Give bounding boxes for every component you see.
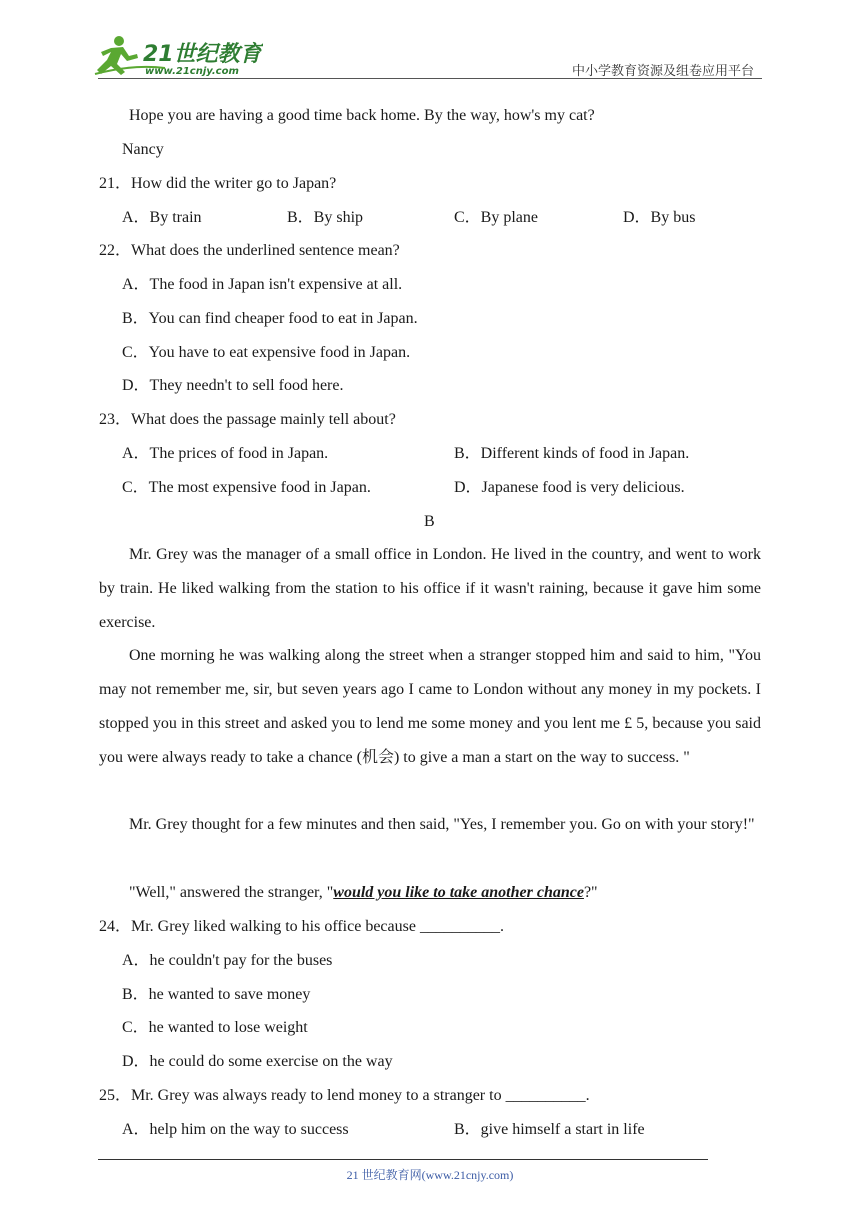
header-divider — [98, 78, 762, 79]
q22-option-a: A．The food in Japan isn't expensive at all. — [122, 276, 403, 293]
question-22: 22．What does the underlined sentence mean? — [99, 242, 400, 259]
paragraph-3-text: Mr. Grey thought for a few minutes and then said, "Yes, I remember you. Go on with your story!" — [129, 816, 755, 833]
passage-b-paragraph-1 — [99, 538, 761, 640]
passage-b-paragraph-4 — [99, 876, 761, 910]
q21-option-a: A．By train — [122, 209, 202, 226]
runner-body-icon — [97, 47, 138, 75]
q22-option-b: B．You can find cheaper food to eat in Japan. — [122, 310, 418, 327]
q22-option-d: D．They needn't to sell food here. — [122, 377, 344, 394]
section-b-heading: B — [424, 513, 435, 530]
logo-text: 21世纪教育 — [143, 42, 262, 67]
footer-divider — [98, 1159, 708, 1160]
q24-option-b: B．he wanted to save money — [122, 986, 311, 1003]
underlined-sentence: would you like to take another chance — [333, 884, 584, 901]
paragraph-2-text: One morning he was walking along the street when a stranger stopped him and said to him, "You may not remember me, sir, but seven years ago I came to London without any money in my pockets. I stopped you in this street and asked you to lend me some money and you lent me £ 5, because you said you were always ready to take a chance (机会) to give a man a start on the way to success. " — [99, 647, 761, 766]
q24-option-d: D．he could do some exercise on the way — [122, 1053, 393, 1070]
logo-subtext: www.21cnjy.com — [145, 66, 239, 77]
letter-closing-line: Hope you are having a good time back home. By the way, how's my cat? — [129, 107, 595, 124]
paragraph-4-before: "Well," answered the stranger, " — [129, 884, 334, 901]
site-name: 中小学教育资源及组卷应用平台 — [571, 64, 754, 79]
q21-option-d: D．By bus — [623, 209, 696, 226]
question-23: 23．What does the passage mainly tell about? — [99, 411, 396, 428]
question-21: 21．How did the writer go to Japan? — [99, 175, 337, 192]
passage-b-paragraph-2 — [99, 639, 761, 775]
question-25: 25．Mr. Grey was always ready to lend money to a stranger to __________. — [99, 1087, 590, 1104]
q24-option-c: C．he wanted to lose weight — [122, 1019, 308, 1036]
q23-option-c: C．The most expensive food in Japan. — [122, 479, 371, 496]
paragraph-4-after: ?" — [583, 884, 598, 901]
runner-head-icon — [114, 36, 124, 46]
footer-text: 21 世纪教育网(www.21cnjy.com) — [346, 1168, 514, 1182]
question-24: 24．Mr. Grey liked walking to his office because __________. — [99, 918, 504, 935]
site-logo — [93, 34, 263, 78]
q23-option-a: A．The prices of food in Japan. — [122, 445, 329, 462]
q21-option-c: C．By plane — [454, 209, 538, 226]
q22-option-c: C．You have to eat expensive food in Japan. — [122, 344, 411, 361]
paragraph-1-text: Mr. Grey was the manager of a small office in London. He lived in the country, and went to work by train. He liked walking from the station to his office if it wasn't raining, because it gave him some exercise. — [99, 546, 761, 631]
letter-signature: Nancy — [122, 141, 164, 158]
q23-option-b: B．Different kinds of food in Japan. — [454, 445, 690, 462]
q24-option-a: A．he couldn't pay for the buses — [122, 952, 333, 969]
q25-option-b: B．give himself a start in life — [454, 1121, 645, 1138]
q21-option-b: B．By ship — [287, 209, 364, 226]
q23-option-d: D．Japanese food is very delicious. — [454, 479, 685, 496]
passage-b-paragraph-3 — [99, 808, 761, 842]
q25-option-a: A．help him on the way to success — [122, 1121, 349, 1138]
